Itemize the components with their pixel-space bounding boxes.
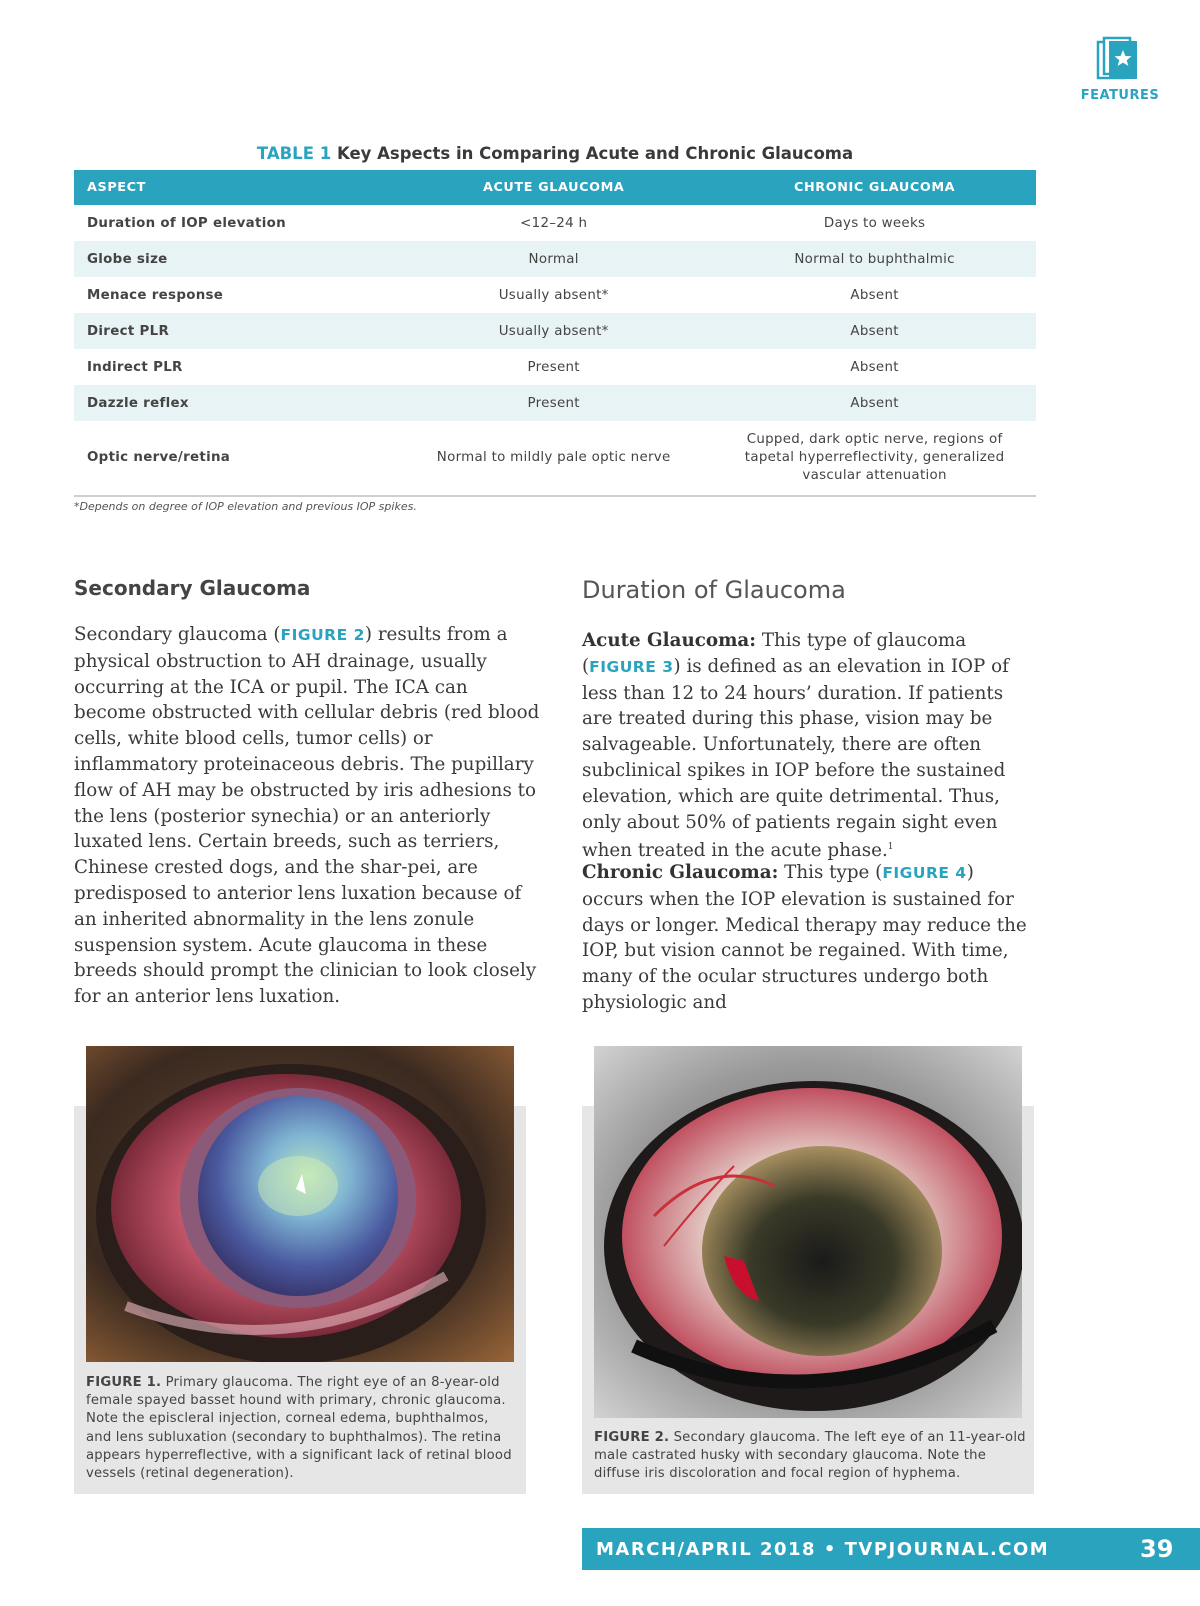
- acute-cell: <12–24 h: [520, 215, 588, 231]
- reference-number: 1: [887, 842, 894, 853]
- column-header-aspect: ASPECT: [74, 170, 394, 205]
- acute-cell: Normal to mildly pale optic nerve: [394, 421, 713, 496]
- text-run: Secondary glaucoma (: [74, 624, 281, 645]
- acute-cell: Present: [527, 359, 580, 375]
- caption-text: Primary glaucoma. The right eye of an 8-year-old female spayed basset hound with primary, chronic glaucoma. Note the episcleral injection, corneal edema, buphthalmos, and lens subluxation (secondary to buphthalmos). The retina appears hyperreflective, with a significant lack of retinal blood vessels (retinal degeneration).: [86, 1375, 512, 1482]
- text-run: ) occurs when the IOP elevation is sustained for days or longer. Medical therapy may reduce the IOP, but vision cannot be regained. With time, many of the ocular structures undergo both physiologic and: [582, 862, 1027, 1013]
- chronic-cell: Days to weeks: [823, 215, 926, 231]
- figure-2-caption: [594, 1429, 1026, 1484]
- figure-reference: FIGURE 2: [280, 626, 365, 644]
- figure-reference: FIGURE 4: [882, 864, 967, 882]
- figure-1-photo: [86, 1046, 514, 1362]
- figure-1-caption: [86, 1374, 518, 1483]
- acute-cell: Usually absent*: [498, 287, 609, 303]
- acute-cell: Usually absent*: [394, 313, 713, 349]
- table-row: [74, 205, 1036, 241]
- column-header-acute: ACUTE GLAUCOMA: [394, 170, 713, 205]
- figure-2-photo: [594, 1046, 1022, 1418]
- acute-paragraph: [582, 628, 1032, 864]
- chronic-cell: Absent: [713, 313, 1036, 349]
- table-row: [74, 349, 1036, 385]
- table-row: [74, 241, 1036, 277]
- section-heading-secondary: Secondary Glaucoma: [74, 576, 311, 600]
- acute-cell: Present: [394, 385, 713, 421]
- text-run: ) results from a physical obstruction to AH drainage, usually occurring at the ICA or pupil. The ICA can become obstructed with cellular debris (red blood cells, white blood cells, tumor cells) or inflammatory proteinaceous debris. The pupillary flow of AH may be obstructed by iris adhesions to the lens (posterior synechia) or an anteriorly luxated lens. Certain breeds, such as terriers, Chinese crested dogs, and the shar-pei, are predisposed to anterior lens luxation because of an inherited abnormality in the lens zonule suspension system. Acute glaucoma in these breeds should prompt the clinician to look closely for an anterior lens luxation.: [74, 624, 540, 1008]
- footer-issue-text: MARCH/APRIL 2018 • TVPJOURNAL.COM: [596, 1539, 1050, 1560]
- table-row: [74, 277, 1036, 313]
- book-star-icon: [1096, 36, 1140, 82]
- aspect-cell: Menace response: [87, 287, 224, 303]
- text-run: This type (: [778, 862, 883, 883]
- chronic-cell: Normal to buphthalmic: [713, 241, 1036, 277]
- table-row: [74, 421, 1036, 496]
- table-title: [74, 144, 1036, 163]
- aspect-cell: Direct PLR: [74, 313, 394, 349]
- chronic-cell: Absent: [850, 287, 899, 303]
- acute-cell: Normal: [394, 241, 713, 277]
- run-in-heading: Acute Glaucoma:: [582, 630, 757, 651]
- chronic-cell: Cupped, dark optic nerve, regions of tapetal hyperreflectivity, generalized vascular attenuation: [713, 421, 1036, 496]
- aspect-cell: Indirect PLR: [87, 359, 183, 375]
- text-run: ) is defined as an elevation in IOP of less than 12 to 24 hours’ duration. If patients are treated during this phase, vision may be salvageable. Unfortunately, there are often subclinical spikes in IOP before the sustained elevation, which are quite detrimental. Thus, only about 50% of patients regain sight even when treated in the acute phase.: [582, 655, 1009, 862]
- table-label: TABLE 1: [256, 144, 332, 163]
- run-in-heading: Chronic Glaucoma:: [582, 862, 779, 883]
- comparison-table: [74, 170, 1036, 497]
- aspect-cell: Optic nerve/retina: [74, 421, 394, 496]
- section-label: FEATURES: [1080, 88, 1160, 103]
- column-header-chronic: CHRONIC GLAUCOMA: [713, 170, 1036, 205]
- caption-text: Secondary glaucoma. The left eye of an 11-year-old male castrated husky with secondary glaucoma. Note the diffuse iris discoloration and focal region of hyphema.: [594, 1430, 1026, 1482]
- chronic-paragraph: [582, 860, 1032, 1016]
- chronic-cell: Absent: [850, 359, 899, 375]
- figure-label: FIGURE 2.: [594, 1430, 670, 1445]
- table-row: [74, 385, 1036, 421]
- text-run: This type of glaucoma (: [582, 630, 967, 677]
- aspect-cell: Duration of IOP elevation: [87, 215, 286, 231]
- section-heading-duration: Duration of Glaucoma: [582, 576, 846, 604]
- secondary-paragraph: [74, 622, 544, 1010]
- aspect-cell: Dazzle reflex: [74, 385, 394, 421]
- table-caption: Key Aspects in Comparing Acute and Chronic Glaucoma: [336, 144, 854, 163]
- aspect-cell: Globe size: [74, 241, 394, 277]
- chronic-cell: Absent: [713, 385, 1036, 421]
- figure-reference: FIGURE 3: [589, 657, 674, 676]
- table-row: [74, 313, 1036, 349]
- table-header-row: [74, 170, 1036, 205]
- figure-label: FIGURE 1.: [86, 1375, 162, 1390]
- page-number: 39: [1140, 1535, 1174, 1563]
- table-footnote: *Depends on degree of IOP elevation and previous IOP spikes.: [74, 500, 417, 513]
